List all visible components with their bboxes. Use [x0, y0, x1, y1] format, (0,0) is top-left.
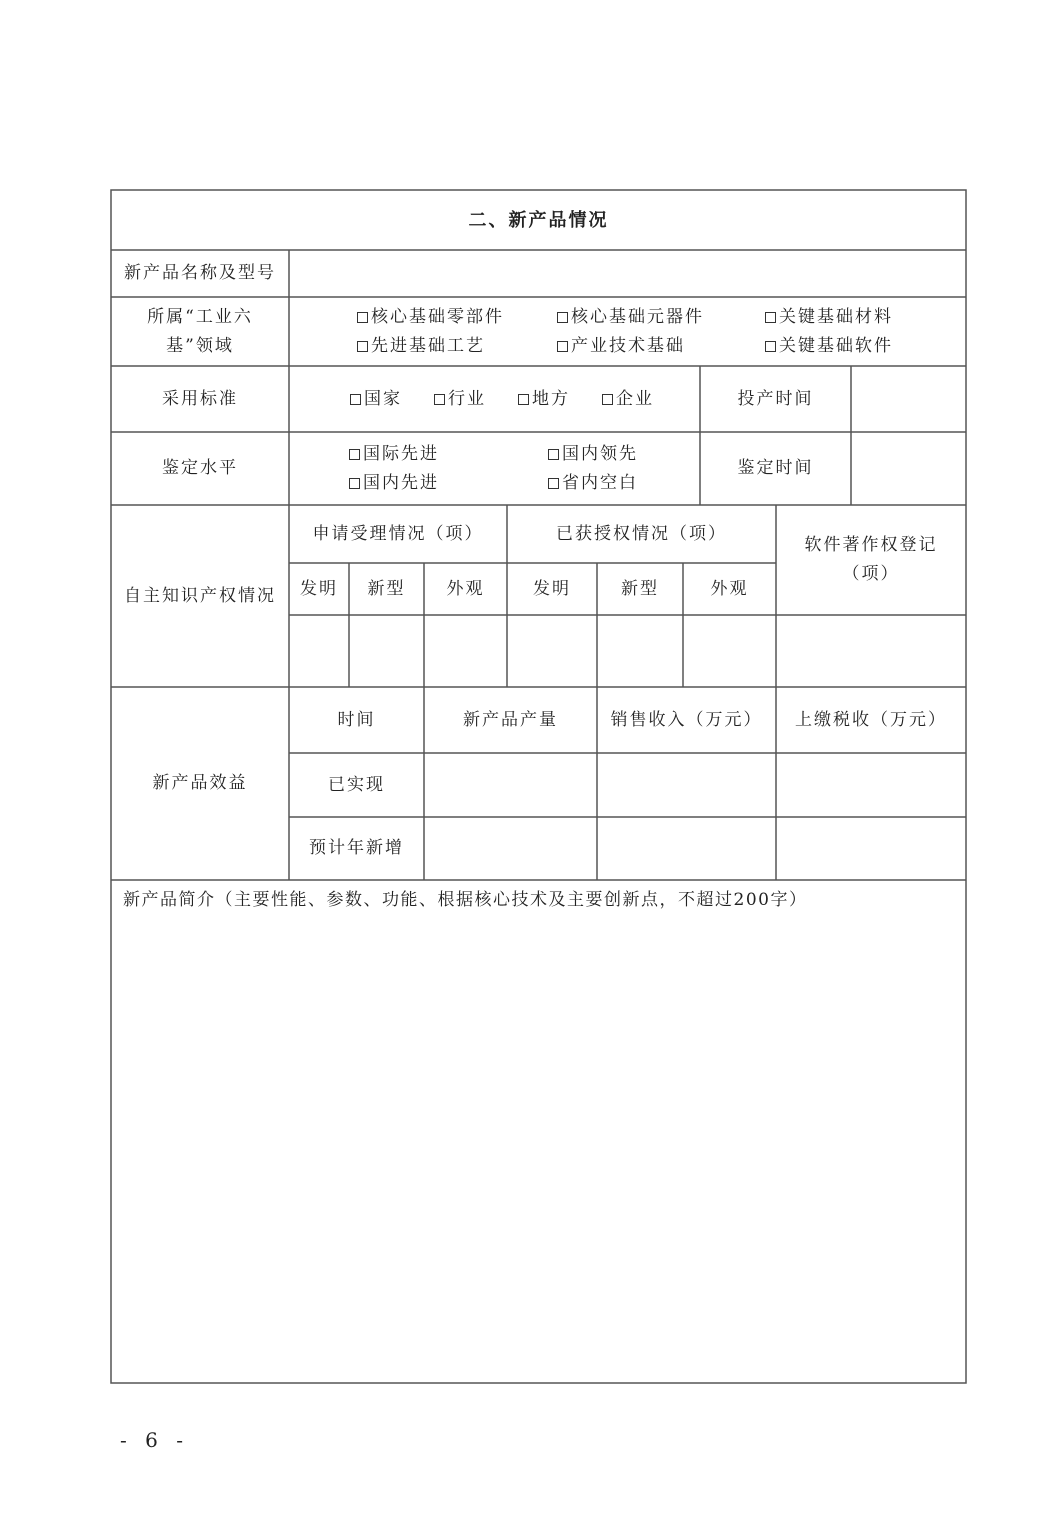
- six-base-option-5[interactable]: 产业技术基础: [557, 332, 765, 361]
- benefit-tax-header: 上缴税收（万元）: [795, 709, 947, 730]
- six-base-row-1: [357, 303, 966, 332]
- ip-applied-utility-header: 新型: [367, 578, 406, 599]
- checkbox-icon[interactable]: [349, 449, 360, 460]
- appraisal-row-1: [349, 440, 700, 469]
- ip-granted-utility-field[interactable]: [597, 615, 683, 687]
- checkbox-icon[interactable]: [357, 312, 368, 323]
- checkbox-icon[interactable]: [602, 394, 613, 405]
- ip-granted-utility-header: 新型: [621, 578, 659, 599]
- ip-applied-design-field[interactable]: [424, 615, 507, 687]
- appraisal-row-2: [349, 469, 700, 498]
- ip-granted-invention-header: 发明: [533, 578, 571, 599]
- benefit-sales-header: 销售收入（万元）: [610, 709, 763, 730]
- checkbox-icon[interactable]: [434, 394, 445, 405]
- checkbox-icon[interactable]: [765, 312, 776, 323]
- appraisal-options: [289, 432, 700, 505]
- product-name-field[interactable]: [289, 250, 966, 297]
- six-base-option-4[interactable]: 先进基础工艺: [357, 332, 557, 361]
- appraisal-option-2[interactable]: 国内领先: [548, 440, 638, 469]
- ip-granted-design-field[interactable]: [683, 615, 776, 687]
- benefit-expected-output-field[interactable]: [424, 817, 597, 880]
- product-name-label: 新产品名称及型号: [124, 263, 276, 283]
- benefit-realized-output-field[interactable]: [424, 753, 597, 817]
- benefit-realized-tax-field[interactable]: [776, 753, 966, 817]
- ip-applied-design-header: 外观: [446, 578, 485, 599]
- checkbox-icon[interactable]: [557, 341, 568, 352]
- appraisal-option-3[interactable]: 国内先进: [349, 469, 548, 498]
- checkbox-icon[interactable]: [548, 478, 559, 489]
- ip-applied-header: 申请受理情况（项）: [312, 523, 484, 544]
- ip-applied-invention-field[interactable]: [289, 615, 349, 687]
- section-title: 二、新产品情况: [468, 209, 609, 231]
- standard-options: [289, 366, 700, 432]
- six-base-row-2: [357, 332, 966, 361]
- benefit-output-header: 新产品产量: [463, 709, 558, 730]
- ip-applied-invention-header: 发明: [300, 578, 338, 599]
- production-time-field[interactable]: [851, 366, 966, 432]
- ip-software-header: 软件著作权登记（项）: [804, 535, 938, 584]
- six-base-options: [289, 297, 966, 366]
- production-time-label: 投产时间: [737, 388, 814, 409]
- ip-software-field[interactable]: [776, 615, 966, 687]
- appraisal-time-label: 鉴定时间: [737, 458, 814, 478]
- ip-applied-utility-field[interactable]: [349, 615, 424, 687]
- page-number: - 6 -: [120, 1428, 189, 1452]
- appraisal-time-field[interactable]: [851, 432, 966, 505]
- checkbox-icon[interactable]: [357, 341, 368, 352]
- six-base-option-2[interactable]: 核心基础元器件: [557, 303, 765, 332]
- checkbox-icon[interactable]: [350, 394, 361, 405]
- description-label: 新产品简介（主要性能、参数、功能、根据核心技术及主要创新点，不超过200字）: [123, 890, 808, 910]
- standard-option-industry[interactable]: 行业: [434, 385, 518, 414]
- standard-option-local[interactable]: 地方: [518, 385, 602, 414]
- standard-option-national[interactable]: 国家: [350, 385, 434, 414]
- benefit-time-header: 时间: [337, 709, 376, 730]
- six-base-option-3[interactable]: 关键基础材料: [765, 303, 893, 332]
- six-base-option-6[interactable]: 关键基础软件: [765, 332, 893, 361]
- benefit-realized-sales-field[interactable]: [597, 753, 776, 817]
- checkbox-icon[interactable]: [557, 312, 568, 323]
- benefit-realized-label: 已实现: [328, 774, 385, 795]
- ip-granted-header: 已获授权情况（项）: [556, 523, 727, 544]
- appraisal-option-4[interactable]: 省内空白: [548, 469, 638, 498]
- description-area[interactable]: [111, 880, 966, 1383]
- checkbox-icon[interactable]: [349, 478, 360, 489]
- standard-option-enterprise[interactable]: 企业: [602, 385, 654, 414]
- checkbox-icon[interactable]: [518, 394, 529, 405]
- benefit-expected-label: 预计年新增: [309, 838, 404, 858]
- six-base-option-1[interactable]: 核心基础零部件: [357, 303, 557, 332]
- ip-label: 自主知识产权情况: [124, 585, 276, 606]
- benefit-label: 新产品效益: [152, 773, 248, 793]
- appraisal-label: 鉴定水平: [162, 458, 238, 478]
- benefit-expected-tax-field[interactable]: [776, 817, 966, 880]
- appraisal-option-1[interactable]: 国际先进: [349, 440, 548, 469]
- standard-label: 采用标准: [162, 388, 238, 409]
- six-base-label: 所属“工业六基”领域: [147, 306, 253, 356]
- checkbox-icon[interactable]: [548, 449, 559, 460]
- ip-granted-design-header: 外观: [710, 578, 749, 599]
- checkbox-icon[interactable]: [765, 341, 776, 352]
- ip-granted-invention-field[interactable]: [507, 615, 597, 687]
- benefit-expected-sales-field[interactable]: [597, 817, 776, 880]
